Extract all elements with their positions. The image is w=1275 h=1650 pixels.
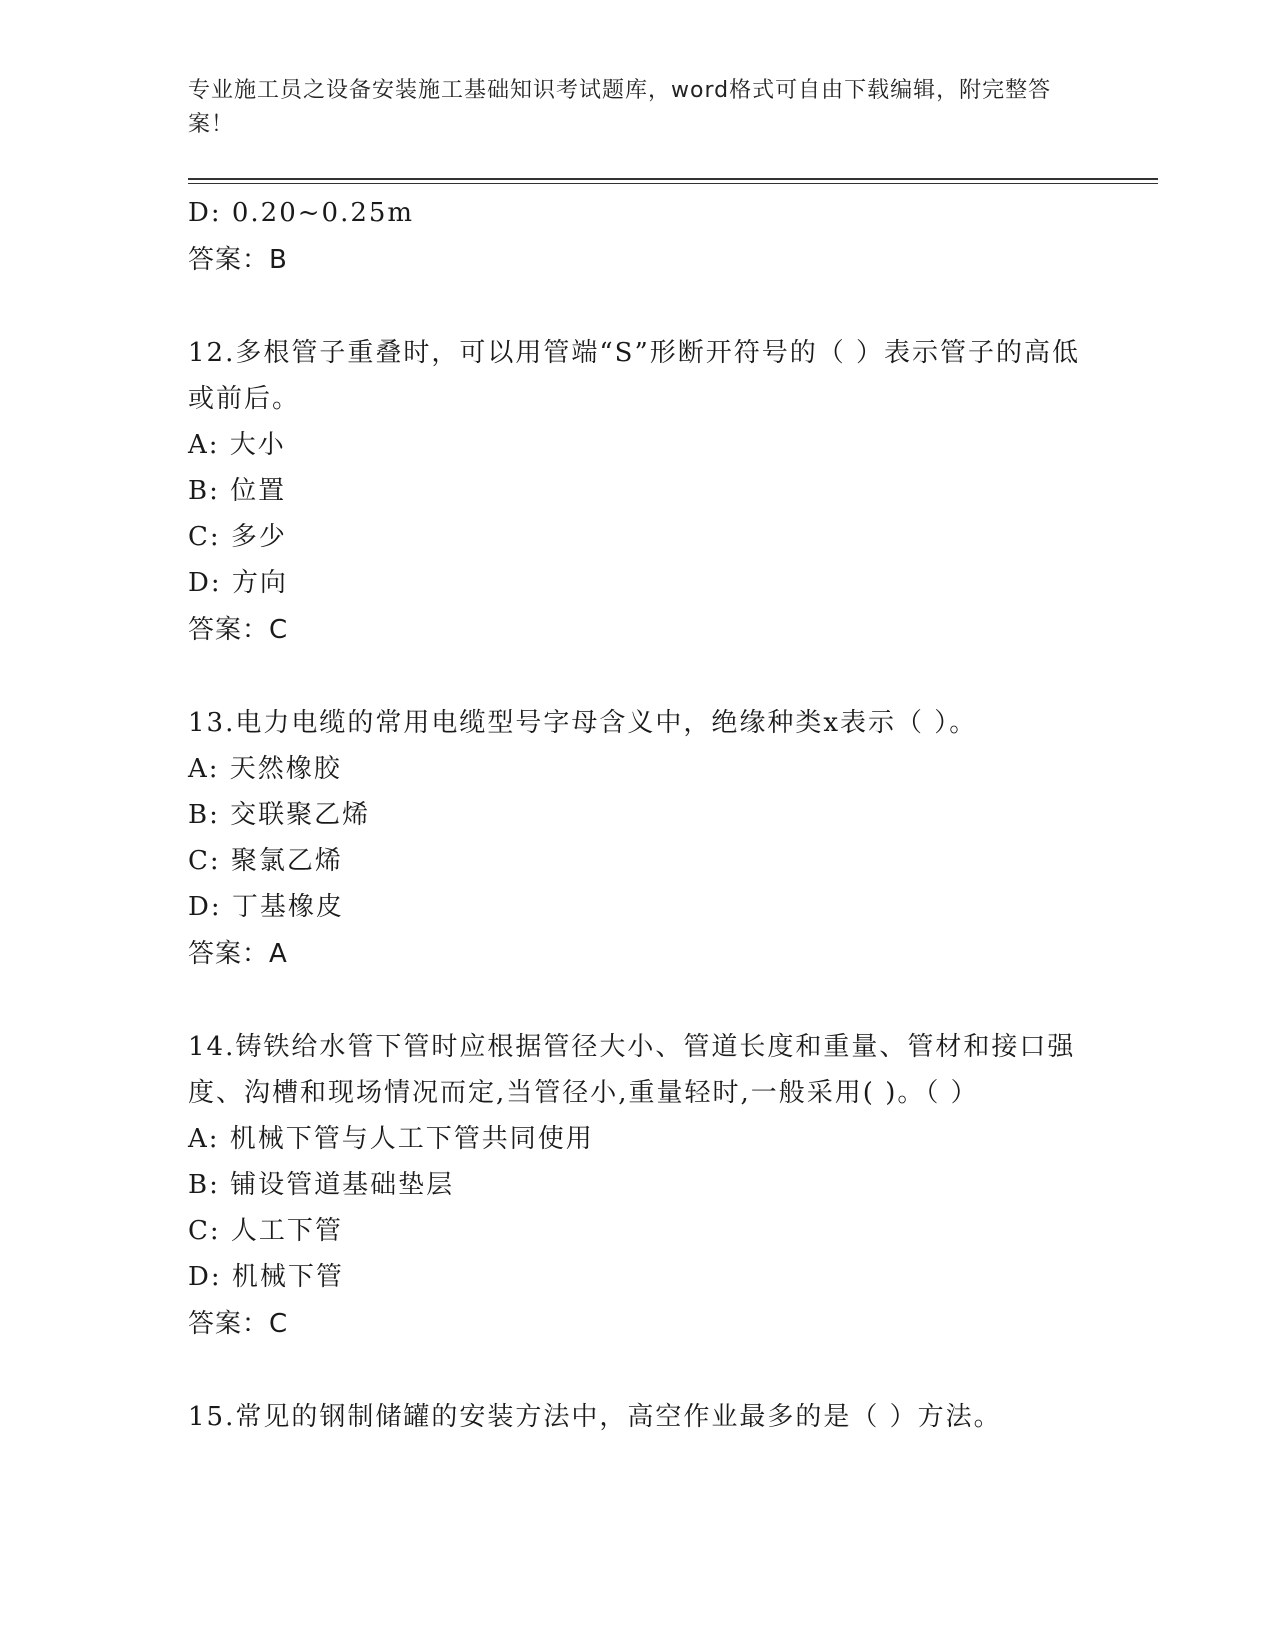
option-c: C: 聚氯乙烯 (188, 846, 343, 876)
header-divider-thin (188, 183, 1158, 184)
question-12: 12.多根管子重叠时，可以用管端“S”形断开符号的（ ）表示管子的高低或前后。 (188, 338, 1081, 414)
document-body (188, 190, 1088, 1440)
question-15: 15.常见的钢制储罐的安装方法中，高空作业最多的是（ ）方法。 (188, 1402, 1002, 1432)
answer-line: 答案：C (188, 1309, 289, 1339)
option-d: D: 0.20~0.25m (188, 198, 415, 228)
answer-line: 答案：B (188, 245, 288, 275)
option-d: D: 丁基橡皮 (188, 892, 344, 922)
option-b: B: 交联聚乙烯 (188, 800, 371, 830)
option-b: B: 位置 (188, 476, 287, 506)
question-13: 13.电力电缆的常用电缆型号字母含义中，绝缘种类x表示（ ）。 (188, 708, 978, 738)
option-c: C: 多少 (188, 522, 287, 552)
answer-line: 答案：C (188, 615, 289, 645)
document-header: 专业施工员之设备安装施工基础知识考试题库，word格式可自由下载编辑，附完整答案！ (188, 78, 1052, 137)
option-a: A: 机械下管与人工下管共同使用 (188, 1124, 594, 1154)
option-d: D: 机械下管 (188, 1262, 344, 1292)
header-divider (188, 178, 1158, 180)
option-d: D: 方向 (188, 568, 288, 598)
option-c: C: 人工下管 (188, 1216, 343, 1246)
option-a: A: 大小 (188, 430, 286, 460)
question-14: 14.铸铁给水管下管时应根据管径大小、管道长度和重量、管材和接口强度、沟槽和现场情况而定,当管径小,重量轻时,一般采用( )。（ ） (188, 1032, 1076, 1108)
answer-line: 答案：A (188, 939, 288, 969)
option-b: B: 铺设管道基础垫层 (188, 1170, 455, 1200)
option-a: A: 天然橡胶 (188, 754, 342, 784)
